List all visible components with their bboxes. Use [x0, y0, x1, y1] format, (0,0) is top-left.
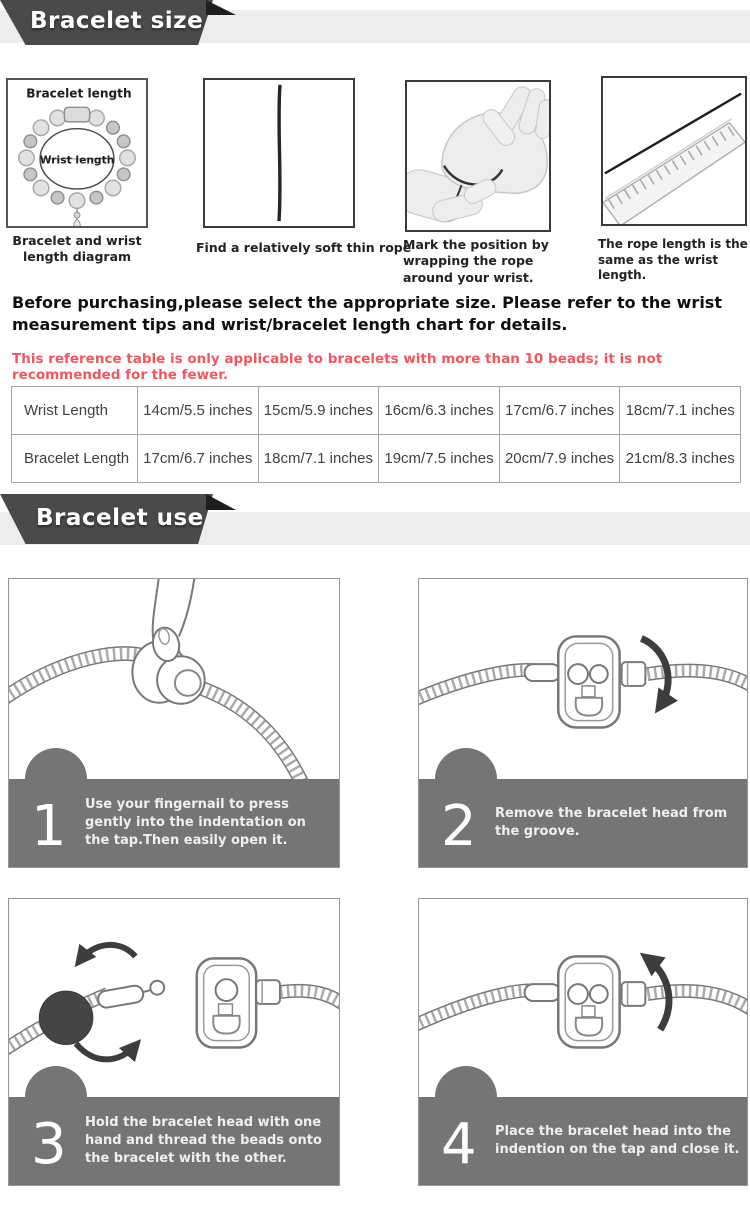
table-cell: 20cm/7.9 inches	[499, 435, 620, 483]
step-number: 3	[31, 1112, 67, 1177]
step-caption: Remove the bracelet head from the groove.	[495, 805, 728, 839]
table-cell: 16cm/6.3 inches	[379, 387, 500, 435]
figure-caption-3: Mark the position by wrapping the rope around your wrist.	[403, 237, 549, 285]
table-cell: Wrist Length	[12, 387, 138, 435]
step-number: 2	[441, 794, 477, 859]
table-cell: Bracelet Length	[12, 435, 138, 483]
charm-bracelet-diagram-icon	[8, 80, 146, 226]
figure-ruler	[601, 76, 747, 226]
step-panel-3	[8, 898, 340, 1186]
table-cell: 17cm/6.7 inches	[499, 387, 620, 435]
figure-caption-4: The rope length is the same as the wrist length.	[598, 237, 748, 283]
table-cell: 15cm/5.9 inches	[258, 387, 379, 435]
use-section-title: Bracelet use	[36, 505, 204, 531]
size-note-text: This reference table is only applicable to bracelets with more than 10 beads; it is not recommended for the fewer.	[12, 351, 663, 383]
table-cell: 18cm/7.1 inches	[258, 435, 379, 483]
step-caption: Hold the bracelet head with one hand and thread the beads onto the bracelet with the other.	[85, 1114, 322, 1167]
size-section-title: Bracelet size	[30, 8, 204, 34]
table-cell: 18cm/7.1 inches	[620, 387, 741, 435]
table-cell: 19cm/7.5 inches	[379, 435, 500, 483]
step-panel-2	[418, 578, 748, 868]
figure-bracelet-diagram	[6, 78, 148, 228]
step-caption: Place the bracelet head into the indention on the tap and close it.	[495, 1123, 740, 1157]
table-row	[12, 387, 741, 435]
figure-rope	[203, 78, 355, 228]
wrist-length-label: Wrist length	[39, 153, 115, 167]
step-number: 4	[441, 1112, 477, 1177]
step-panel-4	[418, 898, 748, 1186]
rope-icon	[205, 80, 353, 226]
size-table	[11, 386, 741, 483]
size-intro-text: Before purchasing,please select the appropriate size. Please refer to the wrist measurement tips and wrist/bracelet length chart for details.	[12, 293, 722, 335]
figure-caption-1: Bracelet and wrist length diagram	[12, 233, 142, 265]
step-caption: Use your fingernail to press gently into the indentation on the tap.Then easily open it.	[85, 796, 306, 849]
wrist-wrap-icon	[407, 82, 549, 230]
ruler-icon	[603, 78, 745, 224]
table-cell: 14cm/5.5 inches	[138, 387, 259, 435]
table-cell: 21cm/8.3 inches	[620, 435, 741, 483]
figure-caption-2: Find a relatively soft thin rope	[196, 240, 412, 255]
table-row	[12, 435, 741, 483]
step-number: 1	[31, 794, 67, 859]
step-panel-1	[8, 578, 340, 868]
bracelet-length-label: Bracelet length	[26, 86, 132, 101]
table-cell: 17cm/6.7 inches	[138, 435, 259, 483]
size-banner-fold	[206, 0, 236, 15]
figure-wrist-wrap	[405, 80, 551, 232]
